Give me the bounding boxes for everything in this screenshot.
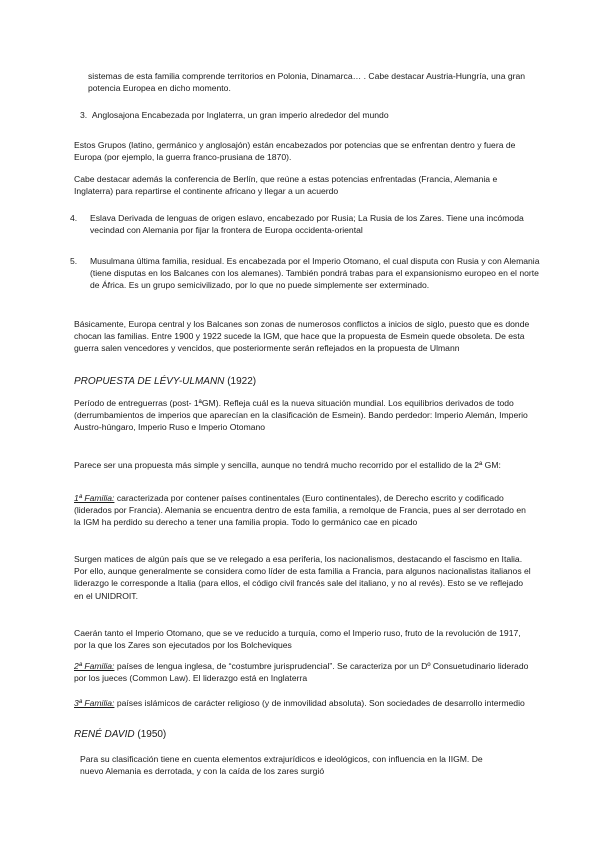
list-item-eslava bbox=[70, 212, 540, 236]
paragraph-berlin-conference: Cabe destacar además la conferencia de Berlín, que reúne a estas potencias enfrentadas (Francia, Alemania e Inglaterra) para repartirse el continente africano y llegar a un acuerdo bbox=[74, 174, 498, 197]
family-text: caracterizada por contener países continentales (Euro continentales), de Derecho escrito y codificado (liderados por Francia). Alemania se encuentra dentro de esta familia, a remolque de Francia, pues al ser derrotado en la IGM ha perdido su derecho a tener una familia propia. Todo lo germánico cae en picado bbox=[74, 493, 526, 528]
family-label: 1ª Familia: bbox=[74, 493, 115, 503]
family-label: 2ª Familia: bbox=[74, 661, 115, 671]
heading-rene-david bbox=[74, 728, 534, 741]
family-text: países de lengua inglesa, de “costumbre jurisprudencial”. Se caracteriza por un Dº Consuetudinario liderado por los jueces (Common Law). El liderazgo está en Inglaterra bbox=[74, 661, 529, 684]
heading-year: (1950) bbox=[137, 729, 167, 740]
list-number: 5. bbox=[70, 256, 78, 266]
list-text: Musulmana última familia, residual. Es encabezada por el Imperio Otomano, el cual disputa con Rusia y con Alemania (tiene disputas en los Balcanes con los alemanes). También pondrá trabas para el expansionismo europeo en el norte de África. Es un grupo semicivilizado, por lo que no puede simplemente ser exterminado. bbox=[90, 256, 540, 291]
heading-levy-ulmann bbox=[74, 375, 534, 388]
heading-title: RENÉ DAVID bbox=[74, 729, 135, 740]
paragraph-rene-david: Para su clasificación tiene en cuenta elementos extrajurídicos e ideológicos, con influencia en la IIGM. De nuevo Alemania es derrotada, y con la caída de los zares surgió bbox=[80, 754, 483, 777]
list-item-anglosajona bbox=[80, 109, 530, 121]
paragraph-germanic-family-end: sistemas de esta familia comprende territorios en Polonia, Dinamarca… . Cabe destacar Austria-Hungría, una gran potencia Europea en dicho momento. bbox=[88, 71, 526, 94]
family-label: 3ª Familia: bbox=[74, 698, 115, 708]
paragraph-second-family bbox=[74, 660, 534, 684]
list-number: 3. bbox=[80, 110, 88, 120]
heading-year: (1922) bbox=[227, 376, 257, 387]
paragraph-fallen-empires: Caerán tanto el Imperio Otomano, que se ve reducido a turquía, como el Imperio ruso, fruto de la revolución de 1917, por la que los Zares son ejecutados por los Bolcheviques bbox=[74, 628, 521, 651]
family-text: países islámicos de carácter religioso (y de inmovilidad absoluta). Son sociedades de desarrollo intermedio bbox=[114, 698, 525, 708]
paragraph-groups: Estos Grupos (latino, germánico y anglosajón) están encabezados por potencias que se enfrentan dentro y fuera de Europa (por ejemplo, la guerra franco-prusiana de 1870). bbox=[74, 140, 516, 163]
paragraph-nationalisms: Surgen matices de algún país que se ve relegado a esa periferia, los nacionalismos, destacando el fascismo en Italia. Por ello, aunque generalmente se considera como líder de esta familia a Francia, para algunos nacionalistas italianos el liderazgo le corresponde a Italia (para ellos, el código civil francés sale del italiano, y no al revés). Esto se ve reflejado en el UNIDROIT. bbox=[74, 554, 531, 601]
list-text: Anglosajona Encabezada por Inglaterra, un gran imperio alrededor del mundo bbox=[91, 110, 389, 120]
heading-title: PROPUESTA DE LÉVY-ULMANN bbox=[74, 376, 225, 387]
list-item-musulmana bbox=[70, 255, 540, 292]
list-number: 4. bbox=[70, 213, 78, 223]
paragraph-entreguerras: Período de entreguerras (post- 1ªGM). Refleja cuál es la nueva situación mundial. Los equilibrios derivados de todo (derrumbamientos de imperios que aparecían en la clasificación de Esmein). Bando perdedor: Imperio Alemán, Imperio Austro-húngaro, Imperio Ruso e Imperio Otomano bbox=[74, 398, 528, 433]
paragraph-central-europe: Básicamente, Europa central y los Balcanes son zonas de numerosos conflictos a inicios de siglo, puesto que es donde chocan las familias. Entre 1900 y 1922 sucede la IGM, que hace que la propuesta de Esmein quede obsoleta. De esta guerra salen vencedores y vencidos, que posteriormente serán reflejados en la propuesta de Ulmann bbox=[74, 319, 530, 354]
paragraph-first-family bbox=[74, 492, 534, 529]
list-text: Eslava Derivada de lenguas de origen eslavo, encabezado por Rusia; La Rusia de los Zares. Tiene una incómoda vecindad con Alemania por fijar la frontera de Europa occidenta-oriental bbox=[90, 213, 524, 236]
paragraph-third-family bbox=[74, 697, 534, 709]
paragraph-simple-proposal: Parece ser una propuesta más simple y sencilla, aunque no tendrá mucho recorrido por el estallido de la 2ª GM: bbox=[74, 460, 501, 470]
